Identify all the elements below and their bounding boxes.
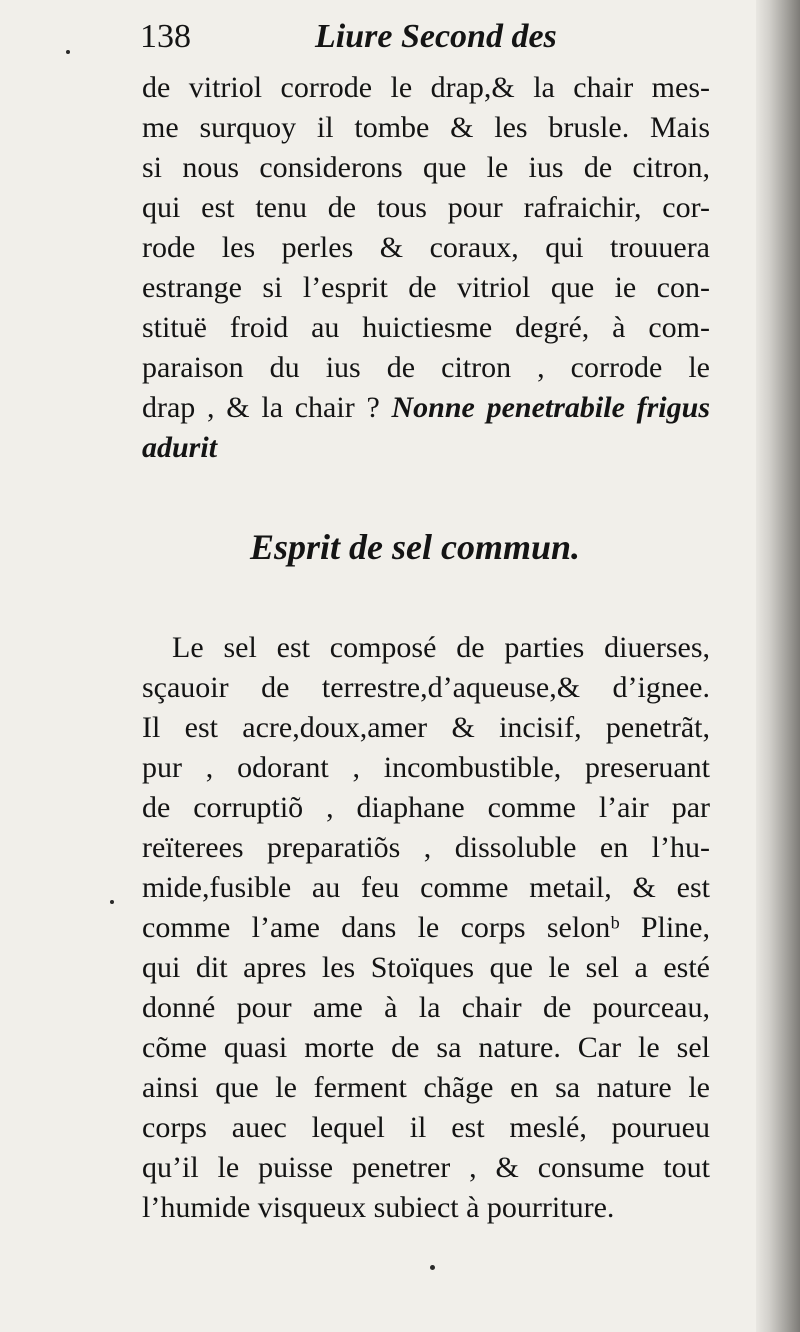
latin-quote: Nonne penetrabile frigus	[391, 391, 710, 424]
page-number: 138	[140, 18, 191, 55]
text-line: reïterees preparatiõs , dissoluble en l’hu-	[142, 831, 710, 864]
text-line: stituë froid au huictiesme degré, à com-	[142, 311, 710, 344]
text-line: qui dit apres les Stoïques que le sel a esté	[142, 951, 710, 984]
page-header	[140, 14, 580, 60]
text-line: Il est acre,doux,amer & incisif, penetrãt,	[142, 711, 710, 744]
text-line: cõme quasi morte de sa nature. Car le sel	[142, 1031, 710, 1064]
text-line: corps auec lequel il est meslé, pourueu	[142, 1111, 710, 1144]
text-line: si nous considerons que le ius de citron,	[142, 151, 710, 184]
ink-speck	[66, 50, 70, 54]
text-line: comme l’ame dans le corps selonᵇ Pline,	[142, 911, 710, 944]
text-line: qui est tenu de tous pour rafraichir, cor-	[142, 191, 710, 224]
running-title: Liure Second des	[315, 18, 557, 55]
text-line: paraison du ius de citron , corrode le	[142, 351, 710, 384]
text-line	[142, 388, 710, 428]
text-line: rode les perles & coraux, qui trouuera	[142, 231, 710, 264]
section-heading: Esprit de sel commun.	[250, 527, 581, 567]
ink-speck	[110, 900, 114, 904]
text-line: donné pour ame à la chair de pourceau,	[142, 991, 710, 1024]
text-line: estrange si l’esprit de vitriol que ie con-	[142, 271, 710, 304]
text-line: me surquoy il tombe & les brusle. Mais	[142, 111, 710, 144]
text-line: l’humide visqueux subiect à pourriture.	[142, 1191, 615, 1224]
text-line	[142, 428, 710, 468]
text-line: de corruptiõ , diaphane comme l’air par	[142, 791, 710, 824]
text-line: sçauoir de terrestre,d’aqueuse,& d’ignee.	[142, 671, 710, 704]
text-line: mide,fusible au feu comme metail, & est	[142, 871, 710, 904]
page-gutter-shadow	[756, 0, 800, 1332]
text-line: pur , odorant , incombustible, preseruant	[142, 751, 710, 784]
ink-speck	[430, 1265, 435, 1270]
text-line: de vitriol corrode le drap,& la chair mes-	[142, 71, 710, 104]
text-line: Le sel est composé de parties diuerses,	[172, 631, 710, 664]
text-span: drap , & la chair ?	[142, 391, 392, 424]
text-line: qu’il le puisse penetrer , & consume tout	[142, 1151, 710, 1184]
text-line: ainsi que le ferment chãge en sa nature le	[142, 1071, 710, 1104]
latin-quote-end: adurit	[142, 431, 218, 464]
